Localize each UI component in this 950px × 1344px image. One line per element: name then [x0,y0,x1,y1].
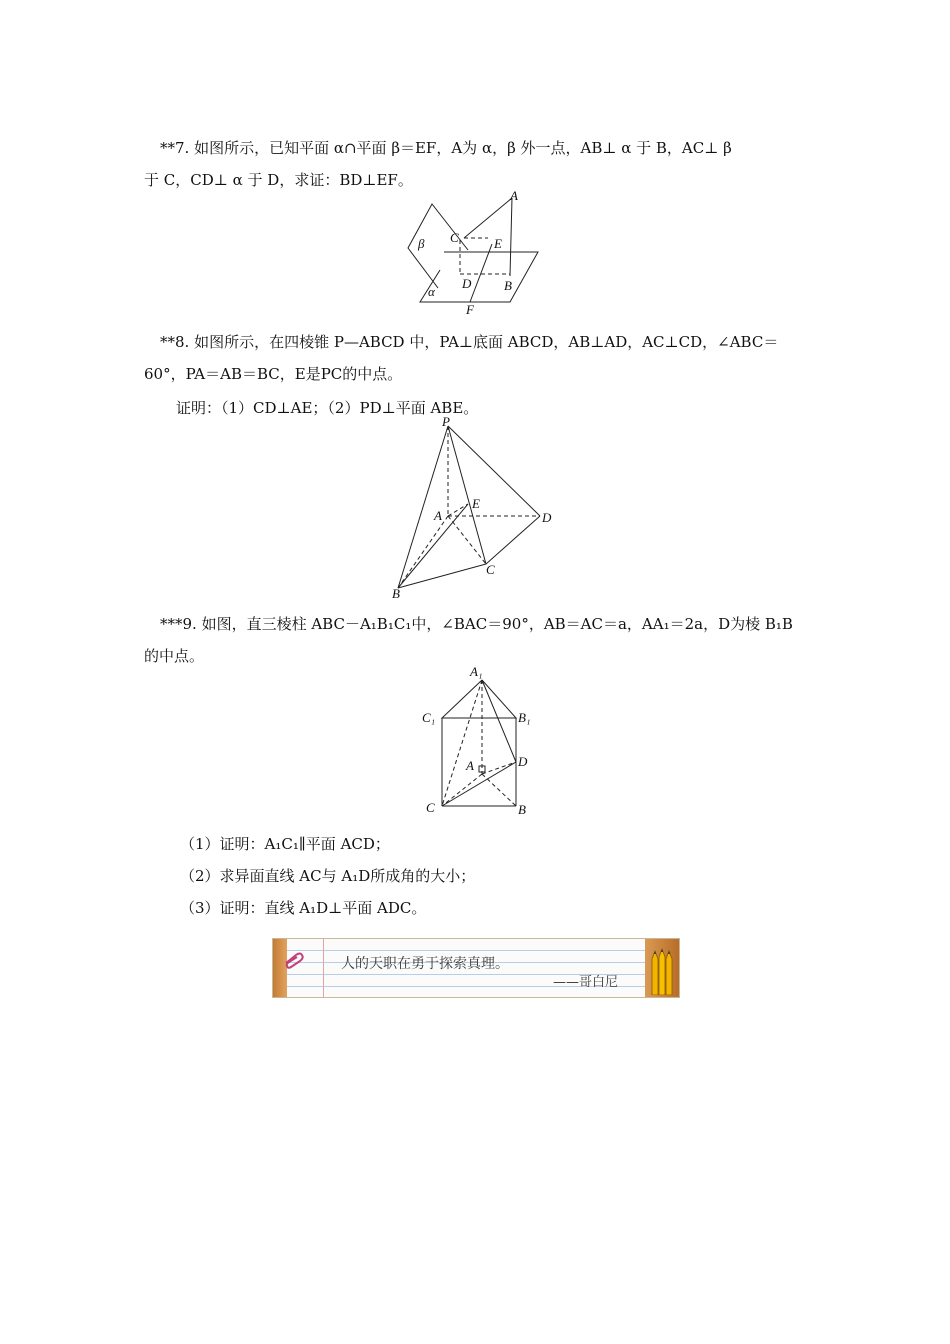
problem-8-line-3: 证明：（1）CD⊥AE；（2）PD⊥平面 ABE。 [176,399,479,417]
quote-author: ——哥白尼 [553,975,619,990]
label-B: B [504,278,512,293]
problem-8-figure [388,416,568,604]
label-E: E [494,236,502,251]
problem-7-figure [400,186,560,318]
quote-text: 人的天职在勇于探索真理。 [341,956,509,972]
problem-9-figure [420,662,540,820]
label-B: B [518,802,526,817]
problem-9-question-3: （3）证明：直线 A₁D⊥平面 ADC。 [180,899,427,917]
label-E: E [472,496,480,511]
pencils-icon [649,947,675,995]
label-B: B [392,586,400,601]
label-A: A [434,508,442,523]
paperclip-icon [283,951,305,969]
label-A: A [466,758,474,773]
problem-7-line-2: 于 C，CD⊥ α 于 D，求证：BD⊥EF。 [144,171,413,189]
label-A1: A₁ [470,664,483,679]
problem-9-line-2: 的中点。 [144,647,205,665]
label-alpha: α [428,284,435,299]
label-C1: C₁ [422,710,436,725]
label-C: C [450,230,459,245]
label-C: C [486,562,495,577]
problem-9-question-1: （1）证明：A₁C₁∥平面 ACD； [180,835,390,853]
label-B1: B₁ [518,710,531,725]
label-D: D [542,510,552,525]
label-C: C [426,800,435,815]
problem-7-line-1: **7. 如图所示，已知平面 α∩平面 β＝EF，A为 α，β 外一点，AB⊥ α 于 B，AC⊥ β [160,139,732,157]
margin-line [323,939,324,997]
problem-9-line-1: ***9. 如图，直三棱柱 ABC－A₁B₁C₁中，∠BAC＝90°，AB＝AC＝a，AA₁＝2a，D为棱 B₁B [160,615,793,633]
problem-9-question-2: （2）求异面直线 AC与 A₁D所成角的大小； [180,867,476,885]
problem-8-line-1: **8. 如图所示，在四棱锥 P—ABCD 中，PA⊥底面 ABCD，AB⊥AD，AC⊥CD，∠ABC＝ [160,333,779,351]
label-P: P [442,416,450,429]
label-D: D [462,276,472,291]
problem-8-line-2: 60°，PA＝AB＝BC，E是PC的中点。 [144,365,403,383]
label-D: D [518,754,528,769]
label-beta: β [418,236,425,251]
label-A: A [510,188,518,203]
quote-banner [272,938,680,998]
label-F: F [466,302,474,317]
